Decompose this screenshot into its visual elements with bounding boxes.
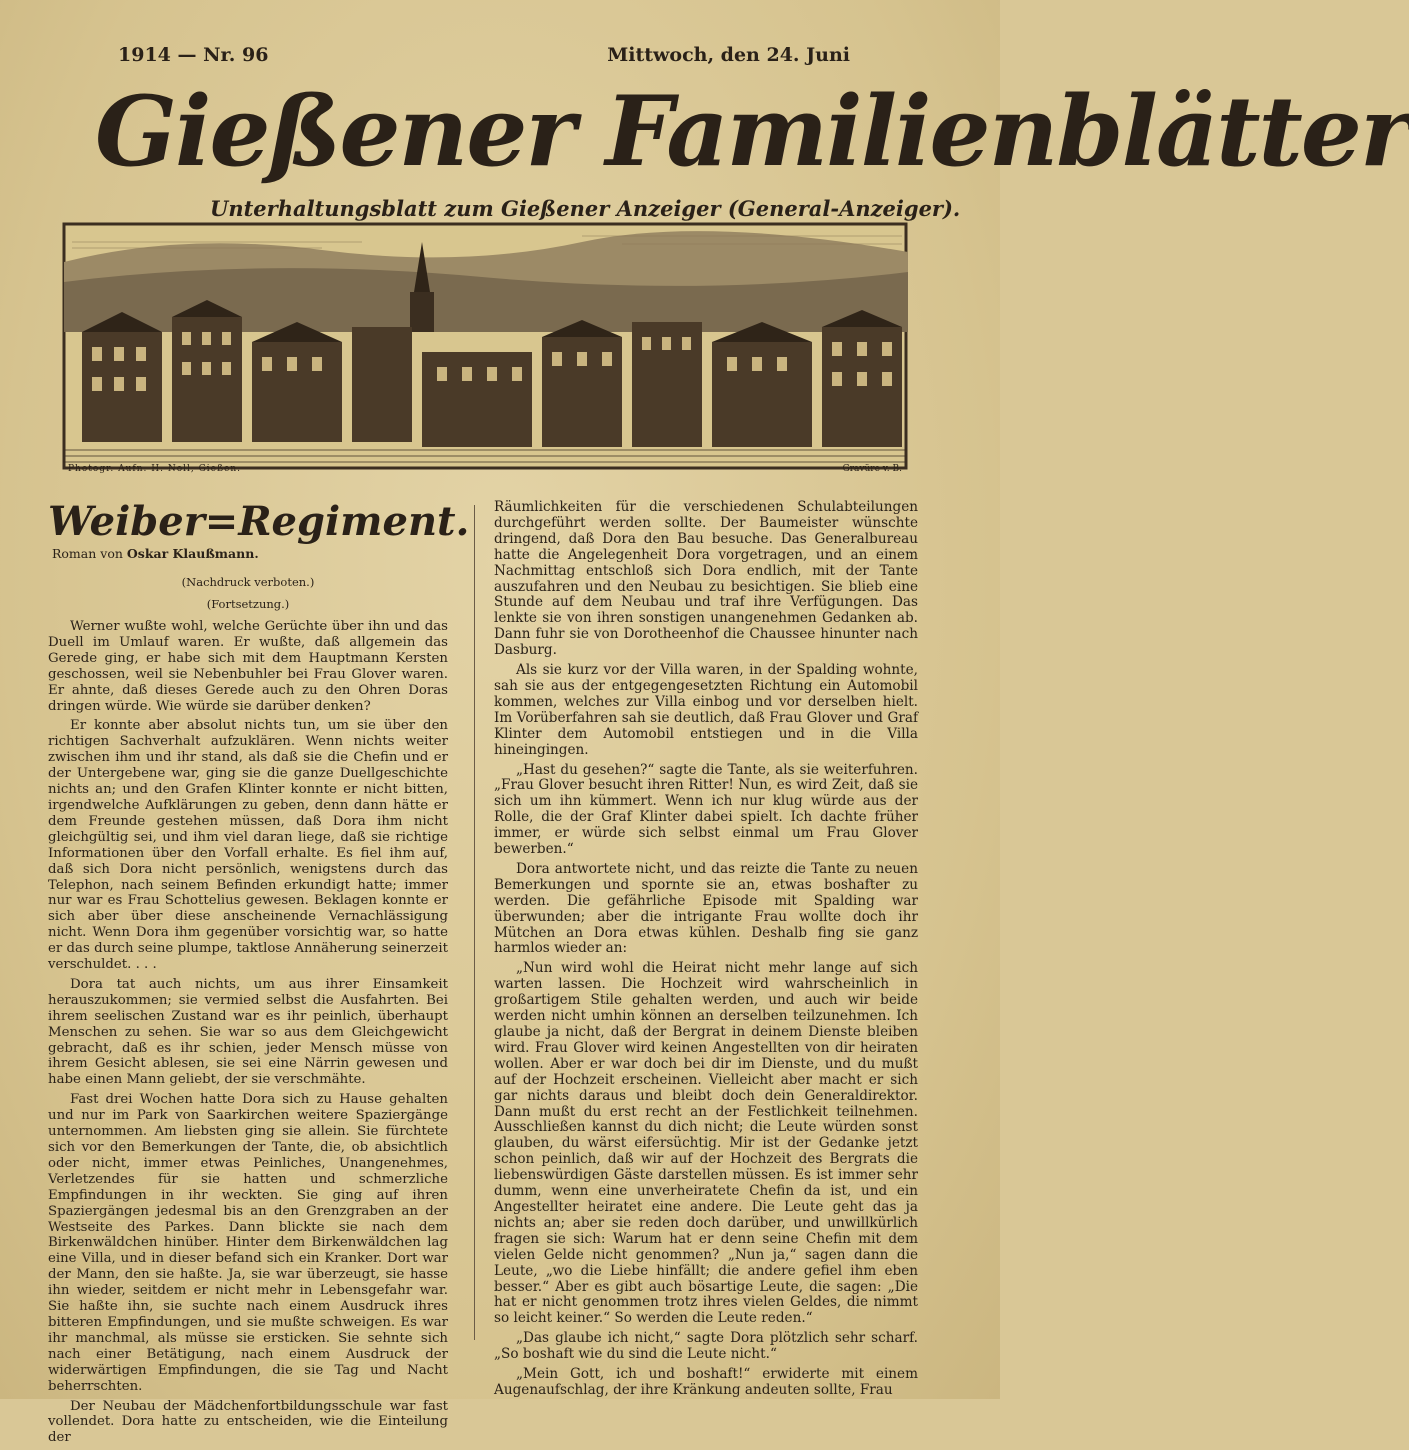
issue-number: 1914 — Nr. 96: [118, 44, 269, 66]
paragraph: Dora tat auch nichts, um aus ihrer Einsamkeit herauszukommen; sie vermied selbst die Ausfahrten. Bei ihrem seelischen Zustand war es ihr peinlich, überhaupt Menschen zu sehen. Sie war so aus dem Gleichgewicht gebracht, daß es ihr schien, jeder Mensch müsse von ihrem Gesicht ablesen, sie sei eine Närrin gewesen und habe einen Mann geliebt, der sie verschmähte.: [48, 976, 448, 1088]
engraver-credit: Gravüre v. B.: [842, 464, 902, 474]
author-name: Oskar Klaußmann.: [126, 546, 259, 561]
paragraph: Werner wußte wohl, welche Gerüchte über ihn und das Duell im Umlauf waren. Er wußte, daß allgemein das Gerede ging, er habe sich mit dem Hauptmann Kersten geschossen, weil sie Nebenbuhler bei Frau Glover waren. Er ahnte, daß dieses Gerede auch zu den Ohren Doras dringen würde. Wie würde sie darüber denken?: [48, 619, 448, 714]
left-column: [48, 498, 470, 1450]
paragraph: Räumlichkeiten für die verschiedenen Schulabteilungen durchgeführt werden sollte. Der Baumeister wünschte dringend, daß Dora den Bau besuche. Das Generalbureau hatte die Angelegenheit Dora vorgetragen, und an einem Nachmittag entschloß sich Dora endlich, mit der Tante auszufahren und den Neubau zu besichtigen. Sie blieb eine Stunde auf dem Neubau und traf ihre Verfügungen. Das lenkte sie von ihren sonstigen unangenehmen Gedanken ab. Dann fuhr sie von Dorotheenhof die Chaussee hinunter nach Dasburg.: [494, 499, 918, 659]
issue-date: Mittwoch, den 24. Juni: [607, 44, 850, 66]
right-column: [494, 500, 918, 1403]
paragraph: Als sie kurz vor der Villa waren, in der Spalding wohnte, sah sie aus der entgegengesetzten Richtung ein Automobil kommen, welches zur Villa einbog und vor derselben hielt. Im Vorüberfahren sah sie deutlich, daß Frau Glover und Graf Klinter dem Automobil entstiegen und in die Villa hineingingen.: [494, 662, 918, 758]
continuation-note: (Fortsetzung.): [206, 597, 290, 611]
paragraph: „Nun wird wohl die Heirat nicht mehr lange auf sich warten lassen. Die Hochzeit wird wahrscheinlich in großartigem Stile gehalten werden, und auch wir beide werden nicht umhin können an derselben teilzunehmen. Ich glaube ja nicht, daß der Bergrat in deinem Dienste bleiben wird. Frau Glover wird keinen Angestellten von dir heiraten wollen. Aber er war doch bei dir im Dienste, und du mußt auf der Hochzeit erscheinen. Vielleicht aber macht er sich gar nichts daraus und bleibt doch dein Generaldirektor. Dann mußt du erst recht an der Festlichkeit teilnehmen. Ausschließen kannst du dich nicht; die Leute würden sonst glauben, du wärst eifersüchtig. Mir ist der Gedanke jetzt schon peinlich, daß wir auf der Hochzeit des Bergrats die liebenswürdigen Gäste darstellen müssen. Es ist immer sehr dumm, wenn eine unverheiratete Chefin da ist, und ein Angestellter heiratet eine andere. Die Leute geht das ja nichts an; aber sie reden doch darüber, und unwillkürlich fragen sie sich: Warum hat er denn seine Chefin mit dem vielen Gelde nicht genommen? „Nun ja,“ sagen dann die Leute, „wo die Liebe hinfällt; die andere gefiel ihm eben besser.“ Aber es gibt auch bösartige Leute, die sagen: „Die hat er nicht genommen trotz ihres vielen Geldes, die nimmt so leicht keiner.“ So werden die Leute reden.“: [494, 960, 918, 1327]
paragraph: Dora antwortete nicht, und das reizte die Tante zu neuen Bemerkungen und spornte sie an, etwas boshafter zu werden. Die gefährliche Episode mit Spalding war überwunden; aber die intrigante Frau wollte doch ihr Mütchen an Dora etwas kühlen. Deshalb fing sie ganz harmlos wieder an:: [494, 860, 918, 957]
town-engraving: [62, 222, 908, 470]
masthead-title: Gießener Familienblätter: [95, 75, 1409, 188]
photo-credit: Photogr. Aufn. H. Noll, Gießen.: [68, 464, 241, 474]
byline-prefix: Roman von: [52, 546, 123, 561]
paragraph: Der Neubau der Mädchenfortbildungsschule war fast vollendet. Dora hatte zu entscheiden, wie die Einteilung der: [48, 1398, 448, 1446]
article-title: Weiber=Regiment.: [48, 498, 470, 545]
paragraph: „Das glaube ich nicht,“ sagte Dora plötzlich sehr scharf. „So boshaft wie du sind die Leute nicht.“: [494, 1330, 918, 1363]
column-divider: [474, 505, 475, 1340]
reprint-note: (Nachdruck verboten.): [181, 575, 315, 589]
paragraph: Fast drei Wochen hatte Dora sich zu Hause gehalten und nur im Park von Saarkirchen weitere Spaziergänge unternommen. Am liebsten ging sie allein. Sie fürchtete sich vor den Bemerkungen der Tante, die, ob absichtlich oder nicht, immer etwas Peinliches, Unangenehmes, Verletzendes für sie hatten und schmerzliche Empfindungen in ihr weckten. Sie ging auf ihren Spaziergängen jedesmal bis an den Grenzgraben an der Westseite des Parkes. Dann blickte sie nach dem Birkenwäldchen hinüber. Hinter dem Birkenwäldchen lag eine Villa, und in dieser befand sich ein Kranker. Dort war der Mann, den sie haßte. Ja, sie war überzeugt, sie hasse ihn wieder, seitdem er nicht mehr in Lebensgefahr war. Sie haßte ihn, sie suchte nach einem Ausdruck ihres bitteren Empfindungen, und sie mußte schweigen. Es war ihr manchmal, als müsse sie ersticken. Sie sehnte sich nach einer Betätigung, nach einem Ausdruck der widerwärtigen Empfindungen, die sie Tag und Nacht beherrschten.: [48, 1092, 448, 1394]
paragraph: Er konnte aber absolut nichts tun, um sie über den richtigen Sachverhalt aufzuklären. Wenn nichts weiter zwischen ihm und ihr stand, als daß sie die Chefin und er der Untergebene war, ging sie die ganze Duellgeschichte nichts an; und den Grafen Klinter konnte er nicht bitten, irgendwelche Aufklärungen zu geben, denn dann hätte er dem Freunde gestehen müssen, daß Dora ihm nicht gleichgültig sei, und ihm viel daran liege, daß sie richtige Informationen über den Vorfall erhalte. Es fiel ihm auf, daß sich Dora nicht persönlich, wenigstens durch das Telephon, nach seinem Befinden erkundigt hatte; immer nur war es Frau Schottelius gewesen. Beklagen konnte er sich aber über diese anscheinende Vernachlässigung nicht. Wenn Dora ihm gegenüber vorsichtig war, so hatte er das durch seine plumpe, taktlose Annäherung seinerzeit verschuldet. . . .: [48, 718, 448, 973]
paragraph: „Mein Gott, ich und boshaft!“ erwiderte mit einem Augenaufschlag, der ihre Kränkung andeuten sollte, Frau: [494, 1366, 918, 1398]
paragraph: „Hast du gesehen?“ sagte die Tante, als sie weiterfuhren. „Frau Glover besucht ihren Ritter! Nun, es wird Zeit, daß sie sich um ihn kümmert. Wenn ich nur klug würde aus der Rolle, die der Graf Klinter dabei spielt. Ich dachte früher immer, er würde sich selbst einmal um Frau Glover bewerben.“: [494, 761, 918, 858]
masthead-subtitle: Unterhaltungsblatt zum Gießener Anzeiger (General-Anzeiger).: [210, 196, 961, 221]
article-byline: [52, 546, 448, 561]
